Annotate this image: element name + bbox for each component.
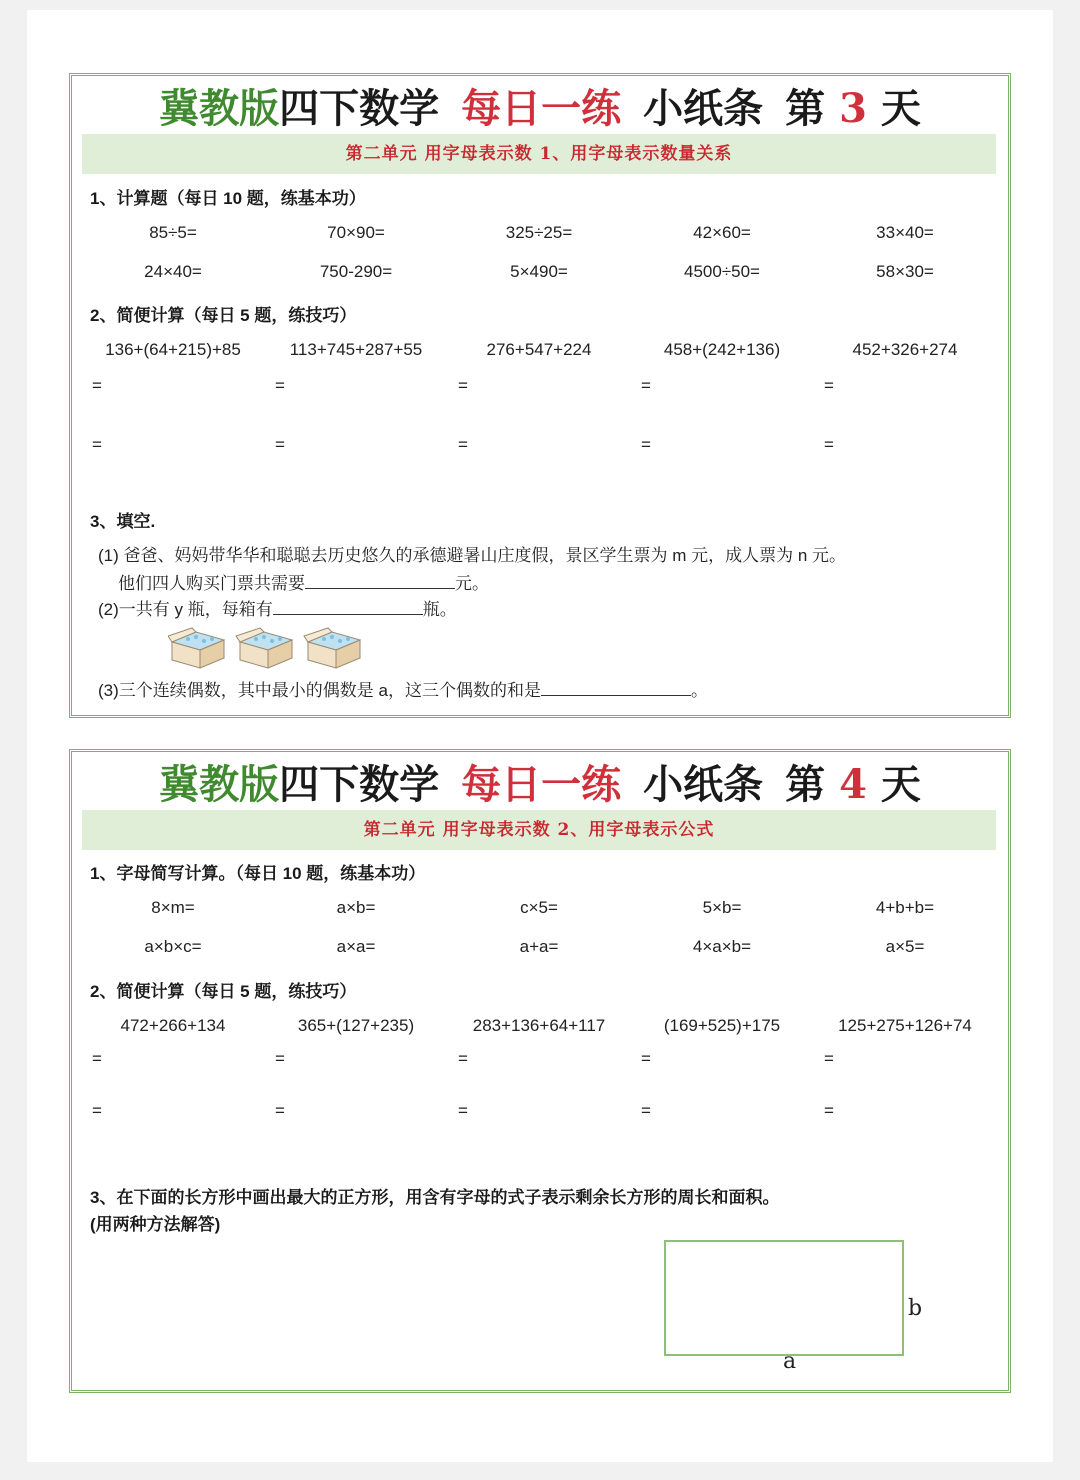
section-2-heading: 2、简便计算（每日 5 题，练技巧） [90,982,357,1001]
calc-item: 85÷5= [149,223,197,242]
equals-sign: = [275,1049,285,1068]
title-publisher: 冀教版 [159,85,280,132]
simplify-item: 136+(64+215)+85 [105,340,241,359]
simplify-item: 283+136+64+117 [472,1016,606,1035]
equals-sign: = [275,1101,285,1120]
equals-sign: = [92,1049,102,1068]
calc-item: 4×a×b= [692,937,752,956]
section-3-note: (用两种方法解答) [90,1215,221,1234]
equals-sign: = [458,435,468,454]
simplify-item: (169+525)+175 [663,1016,781,1035]
equals-sign: = [458,1101,468,1120]
question-2-unit: 瓶。 [422,600,457,619]
question-3-prompt: (3)三个连续偶数，其中最小的偶数是 a，这三个偶数的和是 [98,681,541,700]
simplify-item: 113+745+287+55 [289,340,423,359]
calc-item: 5×490= [510,262,568,281]
simplify-item: 452+326+274 [852,340,958,359]
question-1-text: (1) 爸爸、妈妈带华华和聪聪去历史悠久的承德避暑山庄度假，景区学生票为 m 元，成人票为 n 元。 [98,546,847,565]
calc-row-2 [72,262,992,286]
title-day-suffix: 天 [880,85,921,132]
question-1-line2 [118,569,489,594]
calc-item: 33×40= [876,223,934,242]
calc-item: 8×m= [151,898,195,917]
worksheet-title [72,84,1008,134]
title-slip: 小纸条 [643,761,764,808]
worksheet-title [72,760,1008,810]
equals-sign: = [275,435,285,454]
equals-sign: = [824,435,834,454]
answer-row [72,435,992,457]
bottle-box-icon [304,628,360,668]
calc-item: 4+b+b= [875,898,935,917]
title-day-number: 3 [839,85,867,132]
calc-item: 5×b= [702,898,742,917]
calc-item: a×a= [336,937,376,956]
calc-item: c×5= [520,898,558,917]
section-2-heading: 2、简便计算（每日 5 题，练技巧） [90,306,357,325]
section-3-heading: 3、在下面的长方形中画出最大的正方形，用含有字母的式子表示剩余长方形的周长和面积。 [90,1188,780,1207]
question-1-unit: 元。 [455,574,489,593]
equals-sign: = [275,376,285,395]
title-day-prefix: 第 [785,85,826,132]
section-3-heading: 3、填空. [90,512,156,531]
equals-sign: = [458,376,468,395]
answer-row [72,1101,992,1123]
calc-item: 750-290= [319,262,393,281]
equals-sign: = [641,435,651,454]
worksheet-day3 [69,73,1011,718]
answer-blank[interactable] [305,572,455,589]
title-day-prefix: 第 [785,761,826,808]
equals-sign: = [92,376,102,395]
equals-sign: = [641,1101,651,1120]
answer-blank[interactable] [541,679,691,696]
equals-sign: = [92,435,102,454]
title-publisher: 冀教版 [159,761,280,808]
calc-item: 325÷25= [505,223,573,242]
calc-item: a×b= [336,898,376,917]
calc-row-2 [72,937,992,961]
equals-sign: = [641,1049,651,1068]
calc-item: 42×60= [693,223,751,242]
answer-blank[interactable] [273,598,423,615]
unit-banner: 第二单元 用字母表示数 2、用字母表示公式 [82,810,996,850]
simplify-row [72,1016,992,1040]
label-b: b [908,1296,923,1321]
section-1-heading: 1、计算题（每日 10 题，练基本功） [90,189,366,208]
question-3-end: 。 [690,681,708,700]
calc-item: 24×40= [144,262,202,281]
answer-row [72,376,992,398]
title-subject: 四下数学 [279,85,440,132]
calc-row-1 [72,223,992,247]
question-2-text [98,595,457,620]
rectangle-drawing-area[interactable] [664,1240,904,1356]
equals-sign: = [641,376,651,395]
simplify-item: 365+(127+235) [297,1016,415,1035]
simplify-item: 458+(242+136) [663,340,781,359]
equals-sign: = [92,1101,102,1120]
worksheet-day4 [69,749,1011,1393]
equals-sign: = [458,1049,468,1068]
bottle-box-icon [236,628,292,668]
title-day-number: 4 [839,761,867,808]
title-slip: 小纸条 [643,85,764,132]
bottle-boxes-illustration [168,624,368,672]
calc-item: a×b×c= [144,937,202,956]
title-daily: 每日一练 [461,85,622,132]
simplify-item: 472+266+134 [120,1016,226,1035]
question-1-prompt: 他们四人购买门票共需要 [118,574,305,593]
question-2-prompt: (2)一共有 y 瓶，每箱有 [98,600,273,619]
section-1-heading: 1、字母简写计算。（每日 10 题，练基本功） [90,864,426,883]
calc-item: a×5= [885,937,925,956]
simplify-item: 125+275+126+74 [838,1016,972,1035]
label-a: a [783,1349,797,1374]
unit-banner: 第二单元 用字母表示数 1、用字母表示数量关系 [82,134,996,174]
simplify-item: 276+547+224 [486,340,592,359]
title-daily: 每日一练 [461,761,622,808]
answer-row [72,1049,992,1071]
title-subject: 四下数学 [279,761,440,808]
equals-sign: = [824,1049,834,1068]
title-day-suffix: 天 [880,761,921,808]
calc-item: 4500÷50= [684,262,760,281]
calc-item: 70×90= [327,223,385,242]
calc-item: a+a= [519,937,559,956]
calc-row-1 [72,898,992,922]
question-3-text [98,676,708,701]
calc-item: 58×30= [876,262,934,281]
equals-sign: = [824,1101,834,1120]
equals-sign: = [824,376,834,395]
simplify-row [72,340,992,364]
bottle-box-icon [168,628,224,668]
